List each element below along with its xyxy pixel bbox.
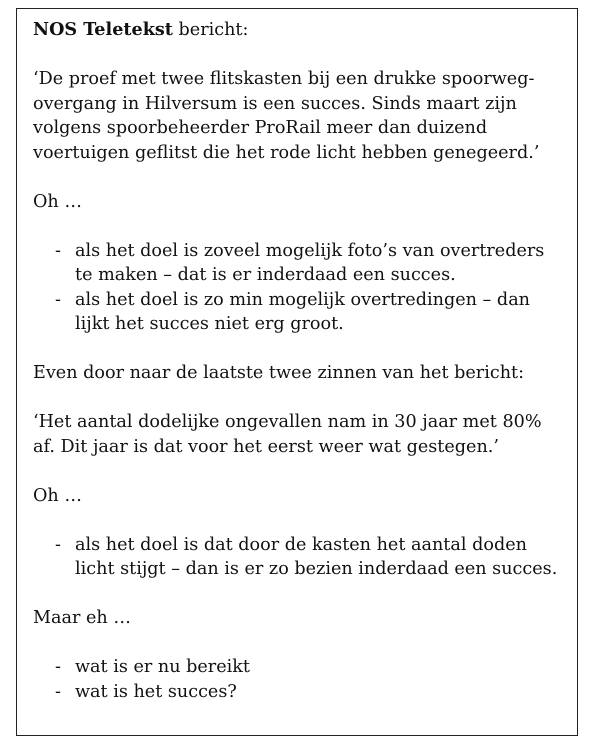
quote-1 bbox=[33, 67, 573, 165]
oh-line-2: Oh … bbox=[33, 485, 82, 506]
bullet-dash: - bbox=[55, 289, 61, 310]
list-item bbox=[33, 655, 573, 680]
quote-1-line: ‘De proef met twee flitskasten bij een drukke spoorweg- bbox=[33, 69, 535, 89]
list-item bbox=[33, 533, 573, 582]
source-line bbox=[33, 18, 573, 43]
list-item bbox=[33, 239, 573, 288]
quote-2 bbox=[33, 410, 573, 459]
bullet-dash: - bbox=[55, 681, 61, 702]
bullet-list-1 bbox=[33, 239, 573, 337]
list-item-line: te maken – dat is er inderdaad een succes. bbox=[75, 265, 456, 285]
source-name: NOS Teletekst bbox=[33, 19, 173, 40]
source-suffix: bericht: bbox=[172, 20, 249, 40]
quote-1-line: overgang in Hilversum is een succes. Sinds maart zijn bbox=[33, 93, 517, 114]
bullet-list-2 bbox=[33, 533, 573, 582]
quote-1-line: voertuigen geflitst die het rode licht hebben genegeerd.’ bbox=[33, 142, 540, 163]
transition-line: Even door naar de laatste twee zinnen van het bericht: bbox=[33, 363, 525, 383]
quote-2-line: af. Dit jaar is dat voor het eerst weer wat gestegen.’ bbox=[33, 436, 499, 457]
list-item-line: als het doel is dat door de kasten het aantal doden bbox=[75, 534, 527, 555]
oh-line-1: Oh … bbox=[33, 191, 82, 212]
list-item-line: als het doel is zoveel mogelijk foto’s van overtreders bbox=[75, 240, 545, 261]
quote-1-line: volgens spoorbeheerder ProRail meer dan duizend bbox=[33, 118, 488, 138]
list-item-line: licht stijgt – dan is er zo bezien inderdaad een succes. bbox=[75, 559, 558, 579]
document-body bbox=[33, 18, 573, 704]
bullet-dash: - bbox=[55, 534, 61, 555]
bullet-dash: - bbox=[55, 240, 61, 261]
bullet-dash: - bbox=[55, 657, 61, 677]
quote-2-line: ‘Het aantal dodelijke ongevallen nam in 30 jaar met 80% bbox=[33, 412, 542, 432]
list-item bbox=[33, 288, 573, 337]
bullet-list-3 bbox=[33, 655, 573, 704]
list-item-line: als het doel is zo min mogelijk overtredingen – dan bbox=[75, 289, 531, 310]
closing-line: Maar eh … bbox=[33, 608, 131, 628]
list-item bbox=[33, 680, 573, 705]
list-item-line: wat is er nu bereikt bbox=[75, 657, 250, 677]
list-item-line: lijkt het succes niet erg groot. bbox=[75, 314, 344, 334]
list-item-line: wat is het succes? bbox=[75, 681, 237, 702]
